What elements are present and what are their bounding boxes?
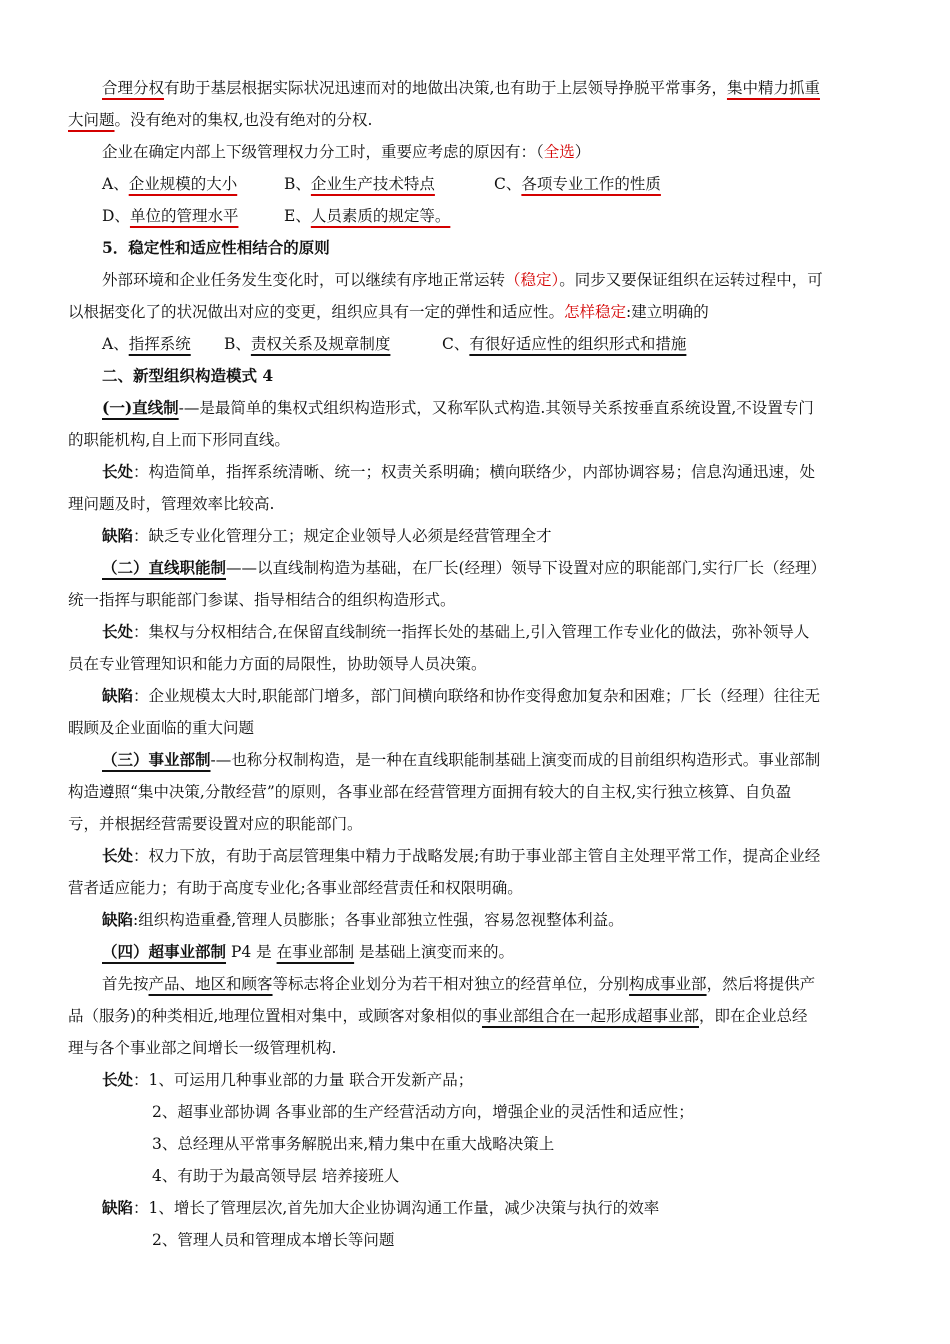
- paragraph-line: 的职能机构,自上而下形同直线。: [68, 431, 290, 449]
- paragraph-line: 以根据变化了的状况做出对应的变更，组织应具有一定的弹性和适应性。怎样稳定:建立明确的: [68, 303, 709, 321]
- advantages: 长处：集权与分权相结合,在保留直线制统一指挥长处的基础上,引入管理工作专业化的做法，弥补领导人: [102, 622, 810, 641]
- advantage-item: 2、超事业部协调 各事业部的生产经营活动方向，增强企业的灵活性和适应性；: [152, 1103, 694, 1121]
- paragraph-line: 品（服务)的种类相近,地理位置相对集中，或顾客对象相似的事业部组合在一起形成超事业部，即在企业总经: [68, 1007, 808, 1025]
- paragraph-stability: 外部环境和企业任务发生变化时，可以继续有序地正常运转（稳定）。同步又要保证组织在运转过程中，可: [102, 271, 823, 289]
- underlined-term: 集中精力抓重: [726, 79, 820, 97]
- option-b: B、企业生产技术特点: [284, 175, 435, 193]
- section-super-division: （四）超事业部制 P4 是 在事业部制 是基础上演变而来的。: [102, 942, 515, 961]
- option-e: E、人员素质的规定等。: [284, 207, 451, 225]
- heading-section-2: 二、新型组织构造模式 4: [102, 366, 274, 385]
- options-row-2: [102, 200, 917, 232]
- disadvantages: 缺陷:组织构造重叠,管理人员膨胀；各事业部独立性强，容易忽视整体利益。: [102, 910, 624, 929]
- paragraph-line: 营者适应能力；有助于高度专业化;各事业部经营责任和权限明确。: [68, 879, 523, 897]
- paragraph-line: 统一指挥与职能部门参谋、指导相结合的组织构造形式。: [68, 591, 456, 609]
- option-a: A、指挥系统: [102, 335, 191, 353]
- disadvantage-item: 2、管理人员和管理成本增长等问题: [152, 1231, 395, 1249]
- option-b: B、责权关系及规章制度: [224, 335, 391, 353]
- paragraph-line: 理问题及时，管理效率比较高.: [68, 495, 275, 513]
- answer-note: 全选: [543, 143, 575, 161]
- paragraph-line: 暇顾及企业面临的重大问题: [68, 719, 255, 737]
- paragraph-line: 首先按产品、地区和顾客等标志将企业划分为若干相对独立的经营单位，分别构成事业部，然后将提供产: [102, 975, 816, 993]
- heading-principle-5: 5．稳定性和适应性相结合的原则: [102, 238, 330, 257]
- option-d: D、单位的管理水平: [102, 207, 239, 225]
- option-c: C、有很好适应性的组织形式和措施: [442, 335, 687, 353]
- paragraph-line: 亏，并根据经营需要设置对应的职能部门。: [68, 815, 363, 833]
- advantages: 长处：权力下放，有助于高层管理集中精力于战略发展;有助于事业部主管自主处理平常工作，提高企业经: [102, 846, 821, 865]
- underlined-term: 合理分权: [102, 79, 165, 97]
- disadvantages: 缺陷：缺乏专业化管理分工；规定企业领导人必须是经营管理全才: [102, 526, 552, 545]
- options-row-1: [102, 168, 917, 200]
- paragraph-line: 员在专业管理知识和能力方面的局限性，协助领导人员决策。: [68, 655, 487, 673]
- paragraph-line: 大问题。没有绝对的集权,也没有绝对的分权.: [68, 111, 373, 129]
- advantage-item: 4、有助于为最高领导层 培养接班人: [152, 1167, 400, 1185]
- disadvantages: 缺陷：企业规模太大时,职能部门增多，部门间横向联络和协作变得愈加复杂和困难；厂长（经理）往往无: [102, 686, 820, 705]
- underlined-term: 大问题: [68, 111, 115, 129]
- section-title: （三）事业部制: [102, 750, 211, 769]
- section-title: （二）直线职能制: [102, 558, 227, 577]
- paragraph-decentralization: 合理分权有助于基层根据实际状况迅速而对的地做出决策,也有助于上层领导挣脱平常事务，集中精力抓重: [102, 79, 820, 97]
- options-row-3: [102, 328, 917, 360]
- question-factors: 企业在确定内部上下级管理权力分工时，重要应考虑的原因有：（全选）: [102, 143, 591, 161]
- advantage-item: 3、总经理从平常事务解脱出来,精力集中在重大战略决策上: [152, 1135, 555, 1153]
- paragraph-line: 构造遵照“集中决策,分散经营”的原则，各事业部在经营管理方面拥有较大的自主权,实行独立核算、自负盈: [68, 783, 792, 801]
- disadvantages: 缺陷：1、增长了管理层次,首先加大企业协调沟通工作量，减少决策与执行的效率: [102, 1198, 660, 1217]
- section-line-structure: (一)直线制-—是最简单的集权式组织构造形式，又称军队式构造.其领导关系按垂直系统设置,不设置专门: [102, 398, 814, 417]
- section-title: （四）超事业部制: [102, 942, 227, 961]
- paragraph-line: 理与各个事业部之间增长一级管理机构.: [68, 1039, 337, 1057]
- section-division: （三）事业部制-—也称分权制构造，是一种在直线职能制基础上演变而成的目前组织构造形式。事业部制: [102, 750, 821, 769]
- advantages: 长处：1、可运用几种事业部的力量 联合开发新产品；: [102, 1070, 474, 1089]
- option-c: C、各项专业工作的性质: [494, 175, 661, 193]
- advantages: 长处：构造简单，指挥系统清晰、统一；权责关系明确；横向联络少，内部协调容易；信息沟通迅速，处: [102, 462, 816, 481]
- option-a: A、企业规模的大小: [102, 175, 238, 193]
- section-title: (一)直线制: [102, 398, 179, 417]
- section-line-function: （二）直线职能制——以直线制构造为基础，在厂长(经理）领导下设置对应的职能部门,实行厂长（经理）: [102, 558, 826, 577]
